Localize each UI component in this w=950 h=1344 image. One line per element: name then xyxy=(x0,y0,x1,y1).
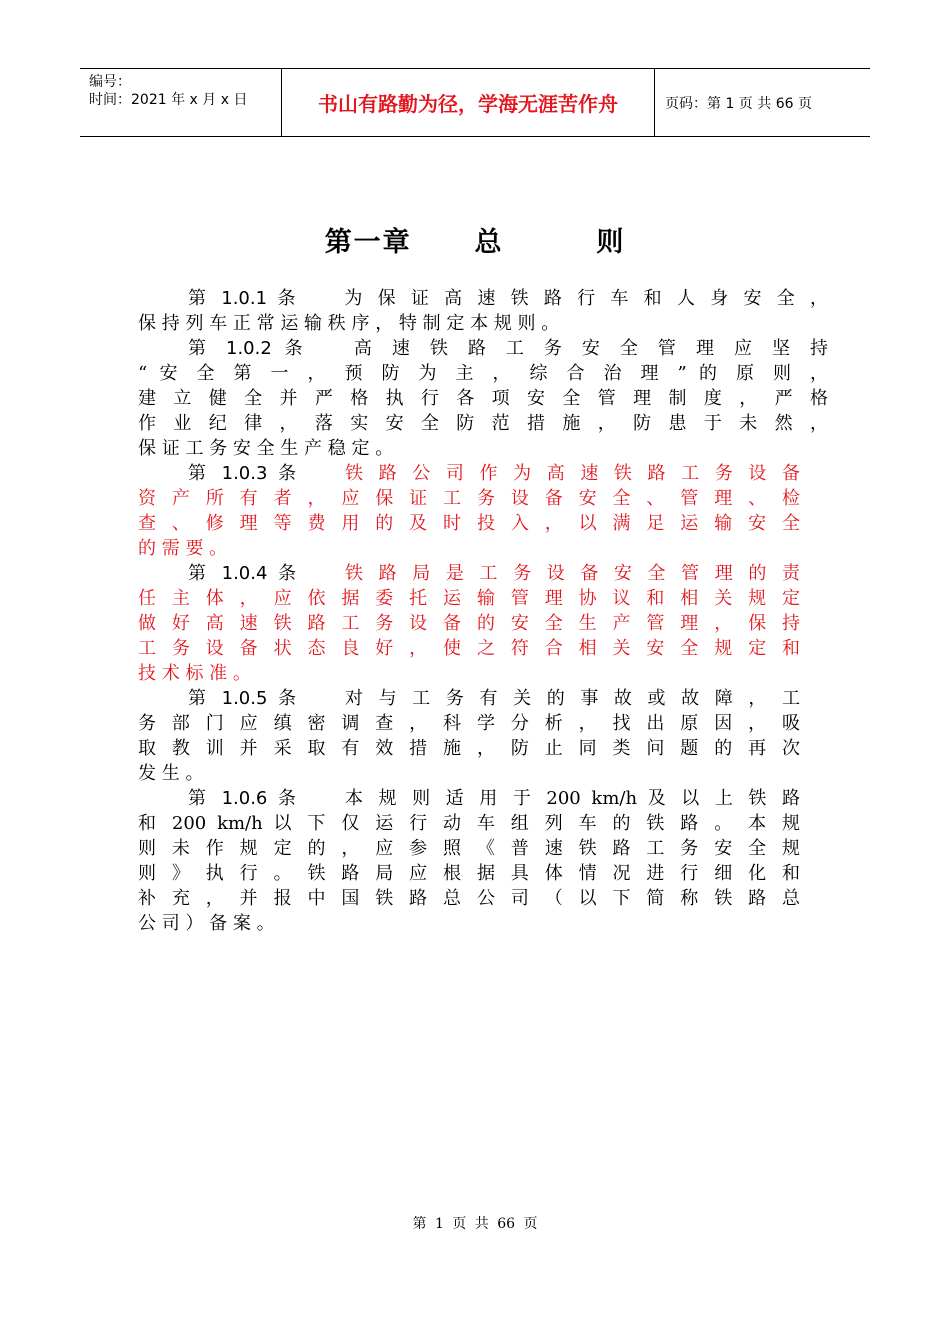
clause-line: 资 产 所 有 者 ， 应 保 证 工 务 设 备 安 全 、 管 理 、 检 xyxy=(138,488,800,509)
clause-line xyxy=(138,286,828,311)
clause-line: 保 持 列 车 正 常 运 输 秩 序 ， 特 制 定 本 规 则 。 xyxy=(138,313,560,334)
clause-line xyxy=(138,461,800,486)
chapter-body xyxy=(138,286,828,936)
document-number: 编号： xyxy=(89,74,131,90)
chapter-name-1: 总 xyxy=(474,227,504,258)
clause-1-0-1 xyxy=(138,286,828,336)
clause-line: “ 安 全 第 一 ， 预 防 为 主 ， 综 合 治 理 ” 的 原 则 ， xyxy=(138,363,828,384)
clause-label: 第 1.0.3 条 xyxy=(188,463,302,484)
clause-text: 铁 路 局 是 工 务 设 备 安 全 管 理 的 责 xyxy=(345,563,800,584)
header-meta xyxy=(80,69,282,136)
clause-1-0-2 xyxy=(138,336,828,461)
clause-line: 建 立 健 全 并 严 格 执 行 各 项 安 全 管 理 制 度 ， 严 格 xyxy=(138,388,828,409)
clause-line: 的 需 要 。 xyxy=(138,538,228,559)
clause-line xyxy=(138,686,800,711)
clause-line: 发 生 。 xyxy=(138,763,204,784)
clause-line xyxy=(138,561,800,586)
clause-1-0-5 xyxy=(138,686,800,786)
clause-line: 补 充 ， 并 报 中 国 铁 路 总 公 司 （ 以 下 简 称 铁 路 总 xyxy=(138,888,800,909)
clause-line: 公 司 ） 备 案 。 xyxy=(138,913,275,934)
clause-line: 作 业 纪 律 ， 落 实 安 全 防 范 措 施 ， 防 患 于 未 然 ， xyxy=(138,413,828,434)
clause-line: 取 教 训 并 采 取 有 效 措 施 ， 防 止 同 类 问 题 的 再 次 xyxy=(138,738,800,759)
clause-text: 铁 路 公 司 作 为 高 速 铁 路 工 务 设 备 xyxy=(345,463,800,484)
clause-line: 任 主 体 ， 应 依 据 委 托 运 输 管 理 协 议 和 相 关 规 定 xyxy=(138,588,800,609)
clause-line: 做 好 高 速 铁 路 工 务 设 备 的 安 全 生 产 管 理 ， 保 持 xyxy=(138,613,800,634)
chapter-name-2: 则 xyxy=(596,227,626,258)
clause-label: 第 1.0.1 条 xyxy=(188,288,301,309)
clause-line: 务 部 门 应 缜 密 调 查 ， 科 学 分 析 ， 找 出 原 因 ， 吸 xyxy=(138,713,800,734)
clause-line xyxy=(138,786,800,811)
clause-line: 查 、 修 理 等 费 用 的 及 时 投 入 ， 以 满 足 运 输 安 全 xyxy=(138,513,800,534)
clause-text: 高 速 铁 路 工 务 安 全 管 理 应 坚 持 xyxy=(353,338,828,359)
header-motto: 书山有路勤为径，学海无涯苦作舟 xyxy=(282,69,655,136)
clause-label: 第 1.0.2 条 xyxy=(188,338,310,359)
clause-1-0-4 xyxy=(138,561,800,686)
clause-text: 为 保 证 高 速 铁 路 行 车 和 人 身 安 全 ， xyxy=(344,288,828,309)
header-page-info: 页码：第 1 页 共 66 页 xyxy=(665,95,812,112)
clause-label: 第 1.0.5 条 xyxy=(188,688,302,709)
clause-line: 技 术 标 准 。 xyxy=(138,663,251,684)
clause-text: 对 与 工 务 有 关 的 事 故 或 故 障 ， 工 xyxy=(345,688,800,709)
clause-line xyxy=(138,336,828,361)
clause-1-0-6 xyxy=(138,786,800,936)
clause-1-0-3 xyxy=(138,461,800,561)
clause-label: 第 1.0.6 条 xyxy=(188,788,301,809)
document-header xyxy=(80,68,870,137)
clause-line: 工 务 设 备 状 态 良 好 ， 使 之 符 合 相 关 安 全 规 定 和 xyxy=(138,638,800,659)
clause-line: 和 200 km/h 以 下 仅 运 行 动 车 组 列 车 的 铁 路 。 本 规 xyxy=(138,813,800,834)
clause-line: 保 证 工 务 安 全 生 产 稳 定 。 xyxy=(138,438,394,459)
page-footer: 第 1 页 共 66 页 xyxy=(412,1216,538,1232)
document-date: 时间：2021 年 x 月 x 日 xyxy=(89,92,248,108)
clause-text: 本 规 则 适 用 于 200 km/h 及 以 上 铁 路 xyxy=(344,788,800,809)
chapter-title xyxy=(0,220,950,259)
clause-label: 第 1.0.4 条 xyxy=(188,563,302,584)
chapter-number: 第一章 xyxy=(324,227,412,258)
clause-line: 则 未 作 规 定 的 ， 应 参 照 《 普 速 铁 路 工 务 安 全 规 xyxy=(138,838,800,859)
clause-line: 则 》 执 行 。 铁 路 局 应 根 据 具 体 情 况 进 行 细 化 和 xyxy=(138,863,800,884)
